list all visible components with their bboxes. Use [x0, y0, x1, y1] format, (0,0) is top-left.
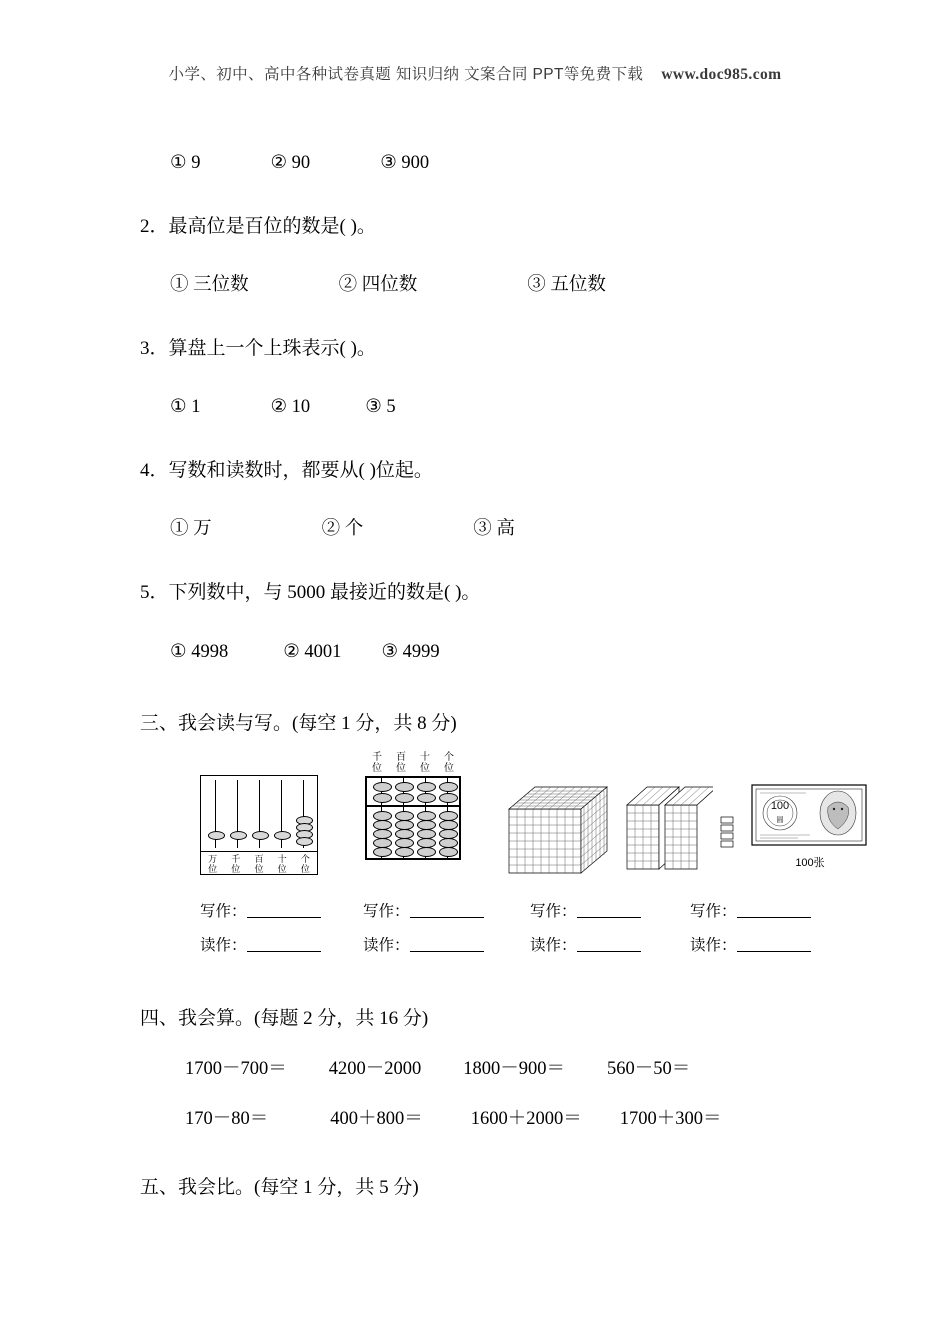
write-label-2: 写作：	[363, 903, 410, 921]
write-label-4: 写作：	[690, 903, 737, 921]
frame-label-qian: 千 位	[231, 854, 241, 874]
q4-option-2[interactable]: ② 个	[321, 519, 364, 540]
q5-option-3[interactable]: ③ 4999	[381, 641, 440, 662]
counting-frame-figure	[200, 775, 318, 875]
write-input-1[interactable]	[247, 902, 321, 918]
svg-text:100: 100	[770, 800, 790, 813]
hundred-plates-figure	[625, 783, 713, 875]
exam-content	[140, 150, 840, 1199]
watermark	[0, 62, 950, 84]
frame-label-shi: 十 位	[277, 854, 287, 874]
section-4-row-2	[185, 1104, 840, 1130]
write-input-4[interactable]	[737, 902, 811, 918]
question-2-stem: 2．最高位是百位的数是( )。	[140, 215, 376, 237]
question-3-options	[170, 394, 840, 422]
calc-2-2: 400＋800＝	[330, 1109, 423, 1130]
read-label-4: 读作：	[690, 937, 737, 955]
q5-option-1[interactable]: ① 4998	[170, 641, 229, 662]
calc-2-3: 1600＋2000＝	[470, 1109, 582, 1130]
question-4-options	[170, 516, 840, 544]
blank-group-1	[200, 899, 321, 955]
calc-1-3: 1800－900＝	[463, 1059, 566, 1080]
suanpan-label-ge: 个 位	[444, 752, 454, 774]
q1-option-2[interactable]: ② 90	[270, 153, 311, 173]
section-4-row-1	[185, 1054, 840, 1080]
thousand-cube-figure	[505, 781, 617, 877]
suanpan-label-qian: 千 位	[372, 752, 382, 774]
read-input-4[interactable]	[737, 936, 811, 952]
suanpan-label-shi: 十 位	[420, 752, 430, 774]
counting-frame	[200, 775, 318, 875]
q4-option-3[interactable]: ③ 高	[473, 519, 515, 540]
read-label-2: 读作：	[363, 937, 410, 955]
calc-2-1: 170－80＝	[185, 1109, 269, 1130]
banknote-icon	[750, 781, 870, 853]
question-5-stem: 5．下列数中，与 5000 最接近的数是( )。	[140, 582, 481, 604]
calc-1-1: 1700－700＝	[185, 1059, 287, 1080]
read-label-1: 读作：	[200, 937, 247, 955]
question-1-options	[170, 150, 840, 178]
q3-option-3[interactable]: ③ 5	[365, 397, 396, 418]
write-input-3[interactable]	[577, 902, 641, 918]
q3-option-1[interactable]: ① 1	[170, 397, 201, 418]
hundred-plates-icon	[625, 783, 713, 875]
section-4-heading: 四、我会算。(每题 2 分，共 16 分)	[140, 1008, 429, 1030]
q4-option-1[interactable]: ① 万	[170, 519, 212, 540]
write-input-2[interactable]	[410, 902, 484, 918]
suanpan-labels	[365, 753, 461, 774]
frame-label-ge: 个 位	[300, 854, 310, 874]
frame-label-wan: 万 位	[208, 854, 218, 874]
suanpan	[365, 776, 461, 860]
read-input-3[interactable]	[577, 936, 641, 952]
blank-group-2	[363, 899, 484, 955]
read-input-1[interactable]	[247, 936, 321, 952]
money-count-label: 100张	[795, 857, 825, 870]
question-5-options	[170, 639, 840, 667]
blank-group-3	[530, 899, 641, 955]
thousand-cube-icon	[505, 781, 617, 877]
question-3-stem: 3．算盘上一个上珠表示( )。	[140, 337, 376, 359]
q5-option-2[interactable]: ② 4001	[283, 641, 342, 662]
money-figure	[750, 781, 870, 870]
q2-option-1[interactable]: ① 三位数	[170, 275, 249, 296]
watermark-site: www.doc985.com	[661, 66, 782, 83]
ten-sticks-figure	[718, 815, 738, 849]
q1-option-1[interactable]: ① 9	[170, 153, 201, 173]
read-label-3: 读作：	[530, 937, 577, 955]
write-label-3: 写作：	[530, 903, 577, 921]
calc-1-4: 560－50＝	[607, 1059, 691, 1080]
write-read-blanks	[200, 899, 840, 961]
ten-sticks-icon	[718, 815, 738, 849]
q2-option-2[interactable]: ② 四位数	[338, 275, 418, 296]
section-3-heading: 三、我会读与写。(每空 1 分，共 8 分)	[140, 713, 457, 735]
svg-text:圆: 圆	[776, 817, 784, 825]
suanpan-label-bai: 百 位	[396, 752, 406, 774]
question-2-options	[170, 272, 840, 300]
calc-1-2: 4200－2000	[328, 1059, 422, 1080]
watermark-text: 小学、初中、高中各种试卷真题 知识归纳 文案合同 PPT等免费下载	[168, 66, 644, 83]
write-label-1: 写作：	[200, 903, 247, 921]
frame-label-bai: 百 位	[254, 854, 264, 874]
q2-option-3[interactable]: ③ 五位数	[527, 275, 606, 296]
q3-option-2[interactable]: ② 10	[270, 397, 311, 418]
question-4-stem: 4．写数和读数时，都要从( )位起。	[140, 460, 433, 482]
suanpan-figure	[365, 753, 461, 860]
section-5-heading: 五、我会比。(每空 1 分，共 5 分)	[140, 1177, 419, 1199]
counting-frame-labels	[201, 855, 317, 874]
section-3-figures	[200, 753, 840, 893]
calc-2-4: 1700＋300＝	[619, 1109, 722, 1130]
read-input-2[interactable]	[410, 936, 484, 952]
q1-option-3[interactable]: ③ 900	[380, 153, 430, 173]
blank-group-4	[690, 899, 811, 955]
